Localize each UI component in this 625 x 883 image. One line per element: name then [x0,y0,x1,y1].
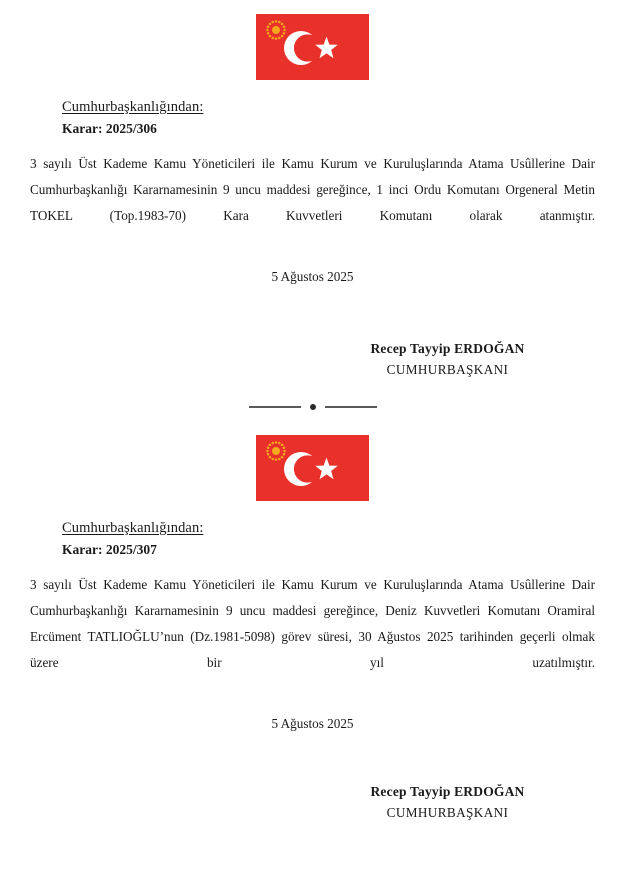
signatory-name: Recep Tayyip ERDOĞAN [370,784,525,799]
decision-block-1 [0,0,625,378]
signatory-title: CUMHURBAŞKANI [386,362,509,377]
decision-number: Karar: 2025/306 [62,121,157,136]
signature-block-1 [330,341,595,378]
organization-line: Cumhurbaşkanlığından: [62,520,204,536]
decision-block-2 [0,410,625,821]
signatory-title: CUMHURBAŞKANI [386,805,509,820]
signature-block-2 [330,784,595,821]
turkish-flag-icon [256,14,369,80]
flag-svg-1 [256,14,369,80]
divider-rule-right [325,406,377,408]
decision-body-text: 3 sayılı Üst Kademe Kamu Yöneticileri ile Kamu Kurum ve Kuruluşlarında Atama Usûllerine Dair Cumhurbaşkanlığı Kararnamesinin 9 uncu maddesi gereğince, 1 inci Ordu Komutanı Orgeneral Metin TOKEL (Top.1983-70) Kara Kuvvetleri Komutanı olarak atanmıştır. [30,156,595,223]
flag-container-1 [30,14,595,80]
heading-block-2 [62,519,595,558]
decision-date: 5 Ağustos 2025 [271,716,354,731]
divider-rule-left [249,406,301,408]
flag-container-2 [30,435,595,501]
divider-dot-icon [310,404,316,410]
flag-svg-2 [256,435,369,501]
decision-date: 5 Ağustos 2025 [271,269,354,284]
decision-number: Karar: 2025/307 [62,542,157,557]
organization-line: Cumhurbaşkanlığından: [62,99,204,115]
decision-body-text: 3 sayılı Üst Kademe Kamu Yöneticileri ile Kamu Kurum ve Kuruluşlarında Atama Usûllerine Dair Cumhurbaşkanlığı Kararnamesinin 9 uncu maddesi gereğince, Deniz Kuvvetleri Komutanı Oramiral Ercüment TATLIOĞLU’nun (Dz.1981-5098) görev süresi, 30 Ağustos 2025 tarihinden geçerli olmak üzere bir yıl uzatılmıştır. [30,577,595,670]
turkish-flag-icon [256,435,369,501]
signatory-name: Recep Tayyip ERDOĞAN [370,341,525,356]
heading-block-1 [62,98,595,137]
